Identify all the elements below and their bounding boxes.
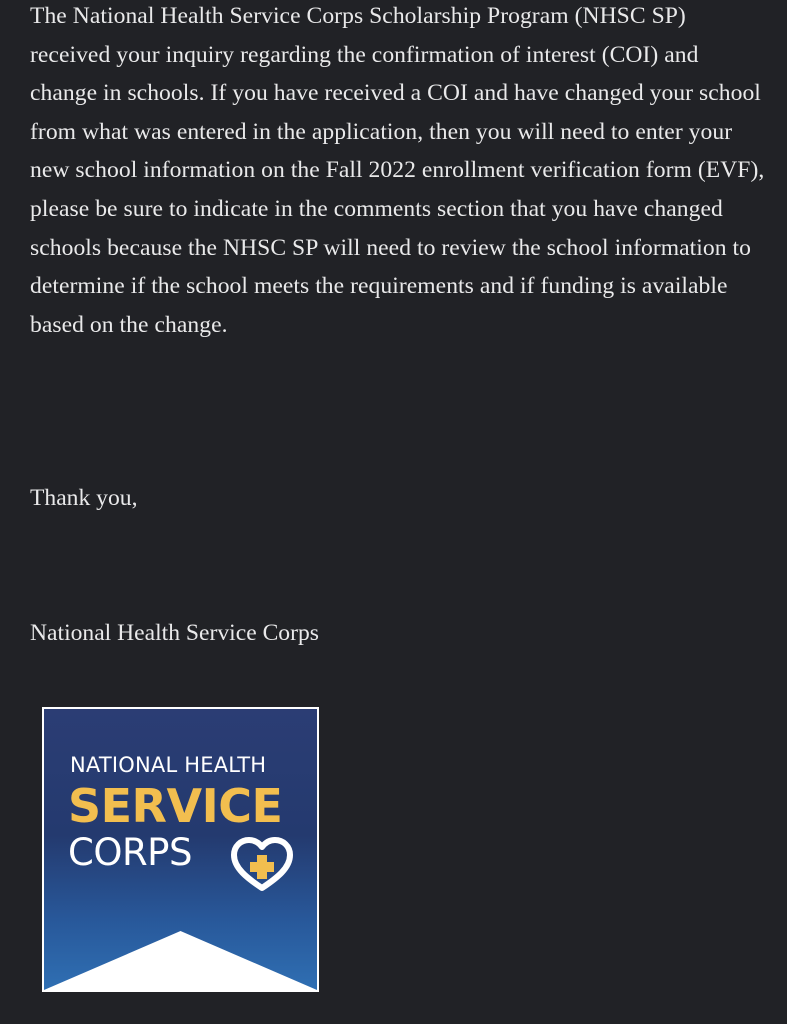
nhsc-logo xyxy=(44,709,317,990)
ribbon-chevron-shape xyxy=(44,931,317,990)
heart-plus-icon xyxy=(229,836,295,894)
email-body-paragraph: The National Health Service Corps Scholarship Program (NHSC SP) received your inquiry regarding the confirmation of interest (COI) and change in schools. If you have received a COI and have changed your school from what was entered in the application, then you will need to enter your new school information on the Fall 2022 enrollment verification form (EVF), please be sure to indicate in the comments section that you have changed schools because the NHSC SP will need to review the school information to determine if the school meets the requirements and if funding is available based on the change. xyxy=(30,3,765,338)
logo-text-corps: CORPS xyxy=(68,831,192,874)
logo-text-service: SERVICE xyxy=(68,779,283,833)
logo-text-national-health: NATIONAL HEALTH xyxy=(70,753,267,777)
nhsc-logo-image xyxy=(42,707,319,992)
email-closing: Thank you, xyxy=(30,485,138,511)
email-signature: National Health Service Corps xyxy=(30,620,319,646)
